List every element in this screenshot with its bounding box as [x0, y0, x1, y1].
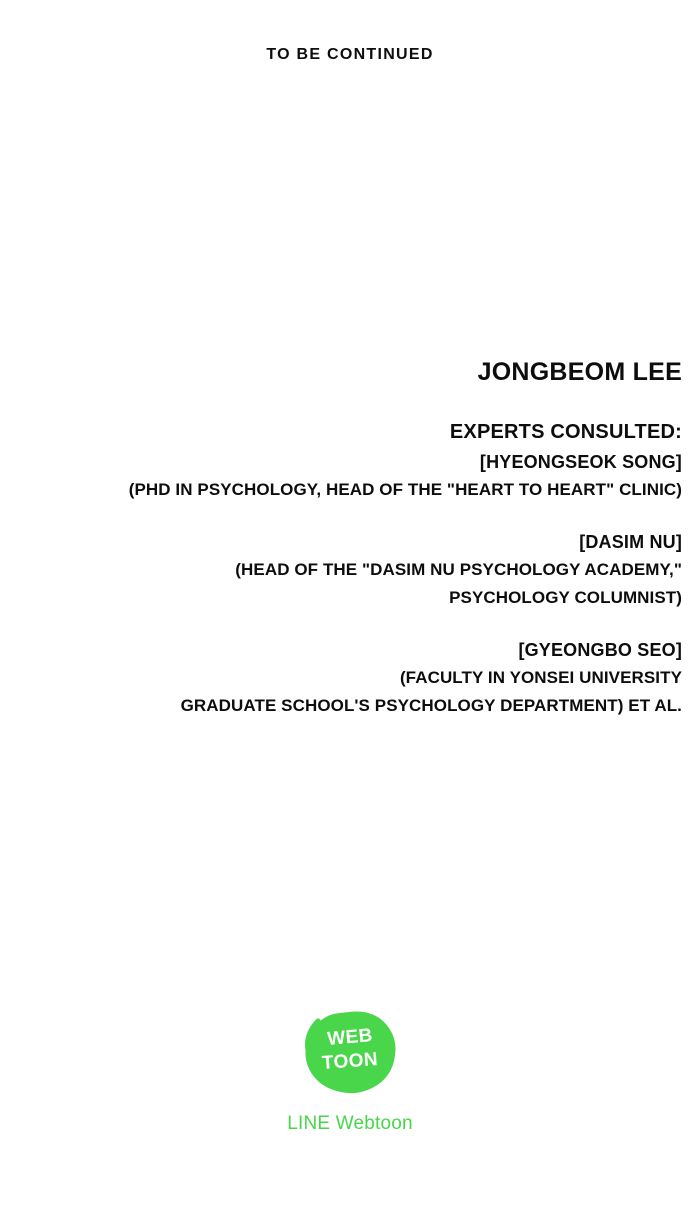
expert-detail-line: GRADUATE SCHOOL'S PSYCHOLOGY DEPARTMENT) ET AL. — [180, 695, 682, 715]
footer — [0, 1010, 700, 1135]
credits-block — [20, 358, 682, 719]
expert-detail-line: (HEAD OF THE "DASIM NU PSYCHOLOGY ACADEMY," — [235, 560, 682, 580]
expert-entry — [20, 449, 682, 504]
logo-text-web: WEB — [326, 1025, 374, 1050]
webtoon-logo[interactable] — [302, 1010, 398, 1096]
brand-name: LINE Webtoon — [287, 1113, 413, 1134]
expert-name: [DASIM NU] — [579, 532, 682, 553]
expert-detail-line: (PHD IN PSYCHOLOGY, HEAD OF THE "HEART TO HEART" CLINIC) — [128, 479, 682, 499]
expert-detail-line: (FACULTY IN YONSEI UNIVERSITY — [399, 668, 682, 688]
expert-entry — [20, 637, 682, 719]
logo-text-toon: TOON — [321, 1049, 379, 1074]
expert-detail-line: PSYCHOLOGY COLUMNIST) — [449, 587, 682, 607]
expert-name: [HYEONGSEOK SONG] — [479, 451, 682, 472]
experts-consulted-heading: EXPERTS CONSULTED: — [449, 420, 682, 443]
to-be-continued-text: TO BE CONTINUED — [266, 46, 434, 63]
author-name: JONGBEOM LEE — [477, 358, 682, 386]
expert-entry — [20, 529, 682, 611]
expert-name: [GYEONGBO SEO] — [518, 640, 682, 661]
